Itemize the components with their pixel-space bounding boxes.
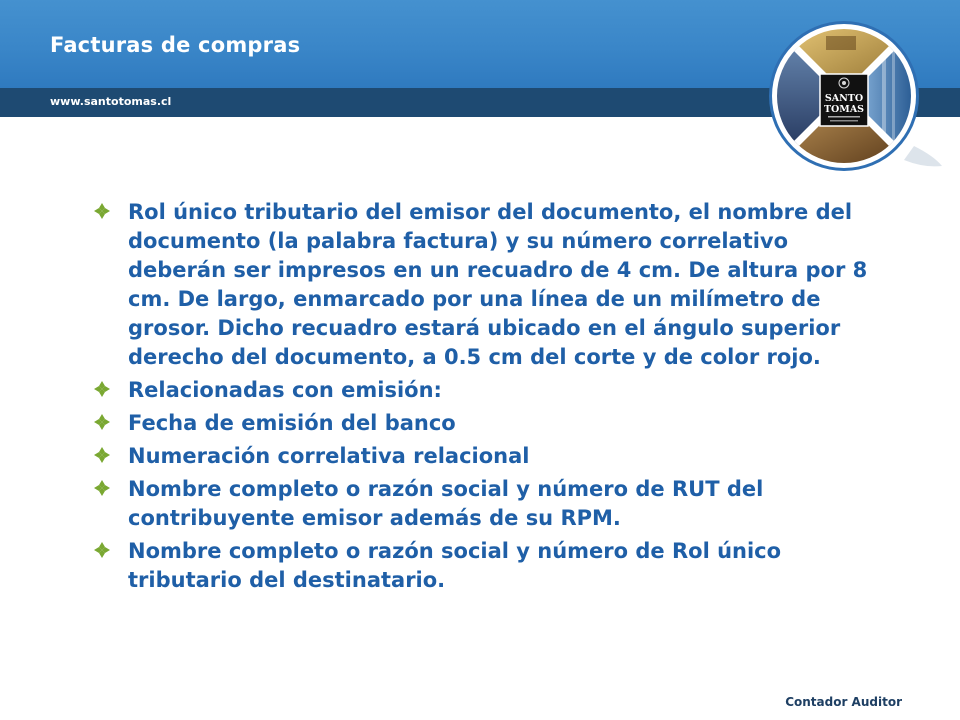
diamond-bullet-icon	[94, 381, 110, 397]
diamond-bullet-icon	[94, 542, 110, 558]
list-item	[92, 198, 872, 372]
list-item	[92, 376, 872, 405]
list-item	[92, 442, 872, 471]
logo-text-line2: TOMAS	[823, 104, 865, 115]
list-item	[92, 475, 872, 533]
bullet-text: Relacionadas con emisión:	[128, 378, 442, 402]
bullet-text: Numeración correlativa relacional	[128, 444, 530, 468]
diamond-bullet-icon	[94, 203, 110, 219]
bullet-text: Nombre completo o razón social y número de RUT del contribuyente emisor además de su RPM.	[128, 477, 764, 530]
diamond-bullet-icon	[94, 414, 110, 430]
diamond-bullet-icon	[94, 480, 110, 496]
list-item	[92, 409, 872, 438]
page-title: Facturas de compras	[50, 33, 301, 57]
logo-text-line1: SANTO	[824, 93, 864, 104]
santo-tomas-logo	[764, 16, 954, 186]
list-item	[92, 537, 872, 595]
website-url: www.santotomas.cl	[50, 95, 172, 108]
bullet-text: Rol único tributario del emisor del documento, el nombre del documento (la palabra factura) y su número correlativo deberán ser impresos en un recuadro de 4 cm. De altura por 8 cm. De largo, enmarcado por una línea de un milímetro de grosor. Dicho recuadro estará ubicado en el ángulo superior derecho del documento, a 0.5 cm del corte y de color rojo.	[128, 200, 868, 369]
diamond-bullet-icon	[94, 447, 110, 463]
bullet-text: Fecha de emisión del banco	[128, 411, 456, 435]
bullet-text: Nombre completo o razón social y número de Rol único tributario del destinatario.	[128, 539, 782, 592]
footer-label: Contador Auditor	[785, 695, 902, 709]
bullet-list	[92, 198, 872, 595]
bullet-content	[92, 198, 872, 599]
logo-graphic	[764, 16, 954, 186]
